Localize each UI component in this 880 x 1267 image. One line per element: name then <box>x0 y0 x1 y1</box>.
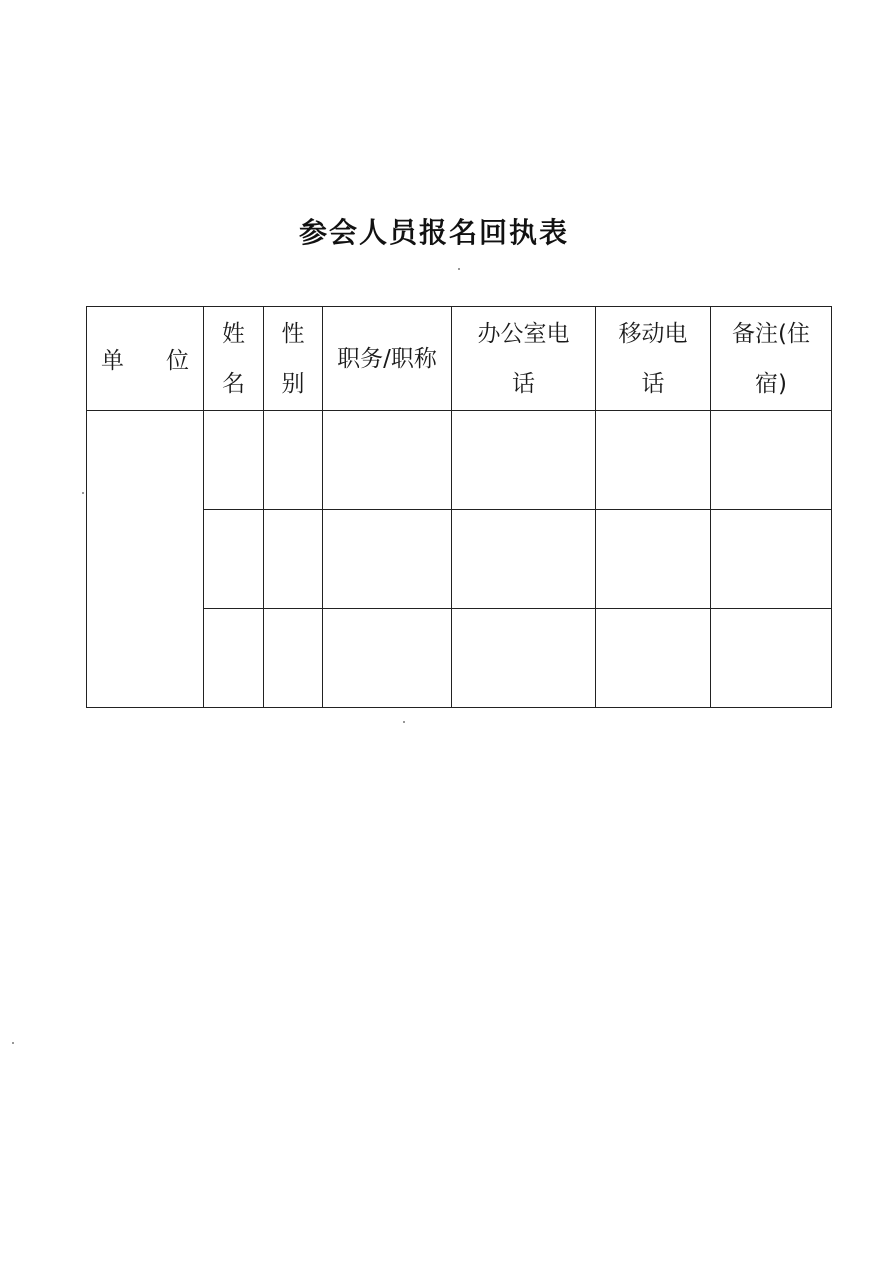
header-unit-char-1: 单 <box>101 348 124 374</box>
scan-speck <box>403 721 405 723</box>
header-office-phone: 办公室电话 <box>452 307 596 411</box>
header-row <box>87 307 832 411</box>
cell-mobile-phone[interactable] <box>596 411 711 510</box>
cell-position[interactable] <box>323 510 452 609</box>
header-unit-char-2: 位 <box>166 348 189 374</box>
table-row <box>87 411 832 510</box>
registration-table <box>86 306 832 708</box>
cell-office-phone[interactable] <box>452 609 596 708</box>
scan-speck <box>82 492 84 494</box>
cell-gender[interactable] <box>264 609 323 708</box>
cell-unit[interactable] <box>87 411 204 708</box>
cell-gender[interactable] <box>264 411 323 510</box>
cell-gender[interactable] <box>264 510 323 609</box>
header-mobile-phone: 移动电话 <box>596 307 711 411</box>
scan-speck <box>12 1042 14 1044</box>
cell-remark[interactable] <box>711 510 832 609</box>
document-title: 参会人员报名回执表 <box>298 216 569 249</box>
header-unit <box>87 307 204 411</box>
cell-office-phone[interactable] <box>452 411 596 510</box>
scan-speck <box>458 268 460 270</box>
cell-mobile-phone[interactable] <box>596 609 711 708</box>
cell-position[interactable] <box>323 609 452 708</box>
cell-name[interactable] <box>204 411 264 510</box>
header-position: 职务/职称 <box>323 307 452 411</box>
header-gender: 性别 <box>264 307 323 411</box>
cell-mobile-phone[interactable] <box>596 510 711 609</box>
cell-name[interactable] <box>204 510 264 609</box>
cell-position[interactable] <box>323 411 452 510</box>
header-remark: 备注(住宿) <box>711 307 832 411</box>
cell-name[interactable] <box>204 609 264 708</box>
cell-office-phone[interactable] <box>452 510 596 609</box>
cell-remark[interactable] <box>711 411 832 510</box>
header-name: 姓名 <box>204 307 264 411</box>
cell-remark[interactable] <box>711 609 832 708</box>
